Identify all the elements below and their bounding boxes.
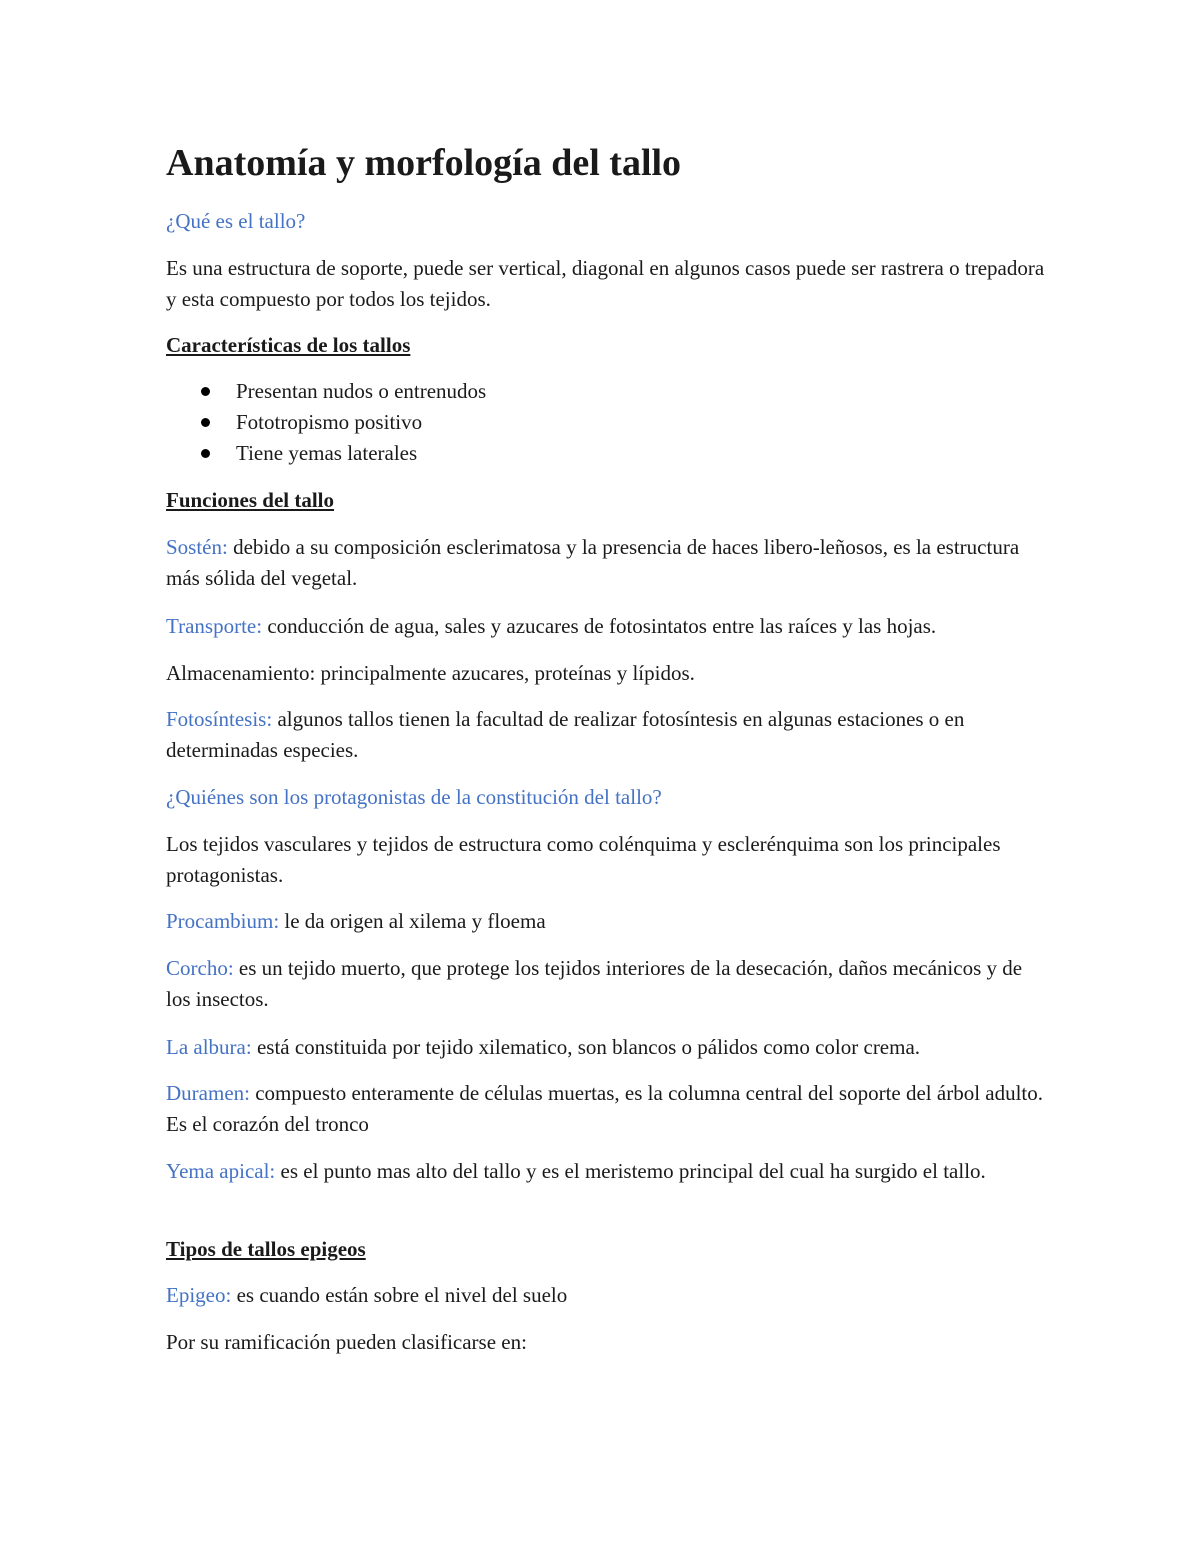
term-transporte: Transporte: xyxy=(166,614,263,638)
tissue-yema-apical xyxy=(166,1156,1046,1187)
list-item-text: Tiene yemas laterales xyxy=(236,441,418,465)
characteristics-list xyxy=(166,376,486,469)
protagonists-paragraph: Los tejidos vasculares y tejidos de estructura como colénquima y esclerénquima son los principales protagonistas. xyxy=(166,832,1001,887)
desc-epigeo: es cuando están sobre el nivel del suelo xyxy=(231,1283,568,1307)
term-albura: La albura: xyxy=(166,1035,252,1059)
tissue-albura xyxy=(166,1032,1046,1063)
term-fotosintesis: Fotosíntesis: xyxy=(166,707,273,731)
question-what-is-stem: ¿Qué es el tallo? xyxy=(166,209,306,233)
bullet-icon xyxy=(201,387,210,396)
desc-corcho: es un tejido muerto, que protege los tejidos interiores de la desecación, daños mecánicos y de los insectos. xyxy=(166,956,1023,1011)
desc-albura: está constituida por tejido xilematico, son blancos o pálidos como color crema. xyxy=(251,1035,921,1059)
term-corcho: Corcho: xyxy=(166,956,234,980)
tissue-corcho xyxy=(166,953,1046,1015)
desc-duramen: compuesto enteramente de células muertas, es la columna central del soporte del árbol adulto. Es el corazón del tronco xyxy=(166,1081,1044,1136)
term-yema-apical: Yema apical: xyxy=(166,1159,276,1183)
desc-yema-apical: es el punto mas alto del tallo y es el meristemo principal del cual ha surgido el tallo. xyxy=(275,1159,986,1183)
list-item xyxy=(166,407,486,438)
heading-characteristics: Características de los tallos xyxy=(166,333,411,357)
tissue-procambium xyxy=(166,906,1046,937)
function-fotosintesis xyxy=(166,704,1046,766)
desc-procambium: le da origen al xilema y floema xyxy=(279,909,546,933)
term-epigeo: Epigeo: xyxy=(166,1283,232,1307)
tissue-duramen xyxy=(166,1078,1046,1140)
classification-paragraph: Por su ramificación pueden clasificarse en: xyxy=(166,1330,527,1354)
desc-fotosintesis: algunos tallos tienen la facultad de realizar fotosíntesis en algunas estaciones o en determinadas especies. xyxy=(166,707,965,762)
bullet-icon xyxy=(201,449,210,458)
function-sosten xyxy=(166,532,1046,594)
question-protagonists: ¿Quiénes son los protagonistas de la constitución del tallo? xyxy=(166,785,662,809)
type-epigeo xyxy=(166,1280,1046,1311)
term-duramen: Duramen: xyxy=(166,1081,250,1105)
heading-stem-types: Tipos de tallos epigeos xyxy=(166,1237,366,1261)
list-item-text: Presentan nudos o entrenudos xyxy=(236,379,487,403)
function-almacenamiento: Almacenamiento: principalmente azucares, proteínas y lípidos. xyxy=(166,661,695,685)
desc-sosten: debido a su composición esclerimatosa y la presencia de haces libero-leñosos, es la estructura más sólida del vegetal. xyxy=(166,535,1020,590)
list-item xyxy=(166,376,486,407)
heading-functions: Funciones del tallo xyxy=(166,488,335,512)
stem-definition-paragraph: Es una estructura de soporte, puede ser vertical, diagonal en algunos casos puede ser rastrera o trepadora y esta compuesto por todos los tejidos. xyxy=(166,256,1045,311)
term-procambium: Procambium: xyxy=(166,909,280,933)
list-item-text: Fototropismo positivo xyxy=(236,410,423,434)
desc-transporte: conducción de agua, sales y azucares de fotosintatos entre las raíces y las hojas. xyxy=(262,614,937,638)
document-title: Anatomía y morfología del tallo xyxy=(166,142,682,184)
bullet-icon xyxy=(201,418,210,427)
function-transporte xyxy=(166,611,1046,642)
list-item xyxy=(166,438,486,469)
term-sosten: Sostén: xyxy=(166,535,228,559)
